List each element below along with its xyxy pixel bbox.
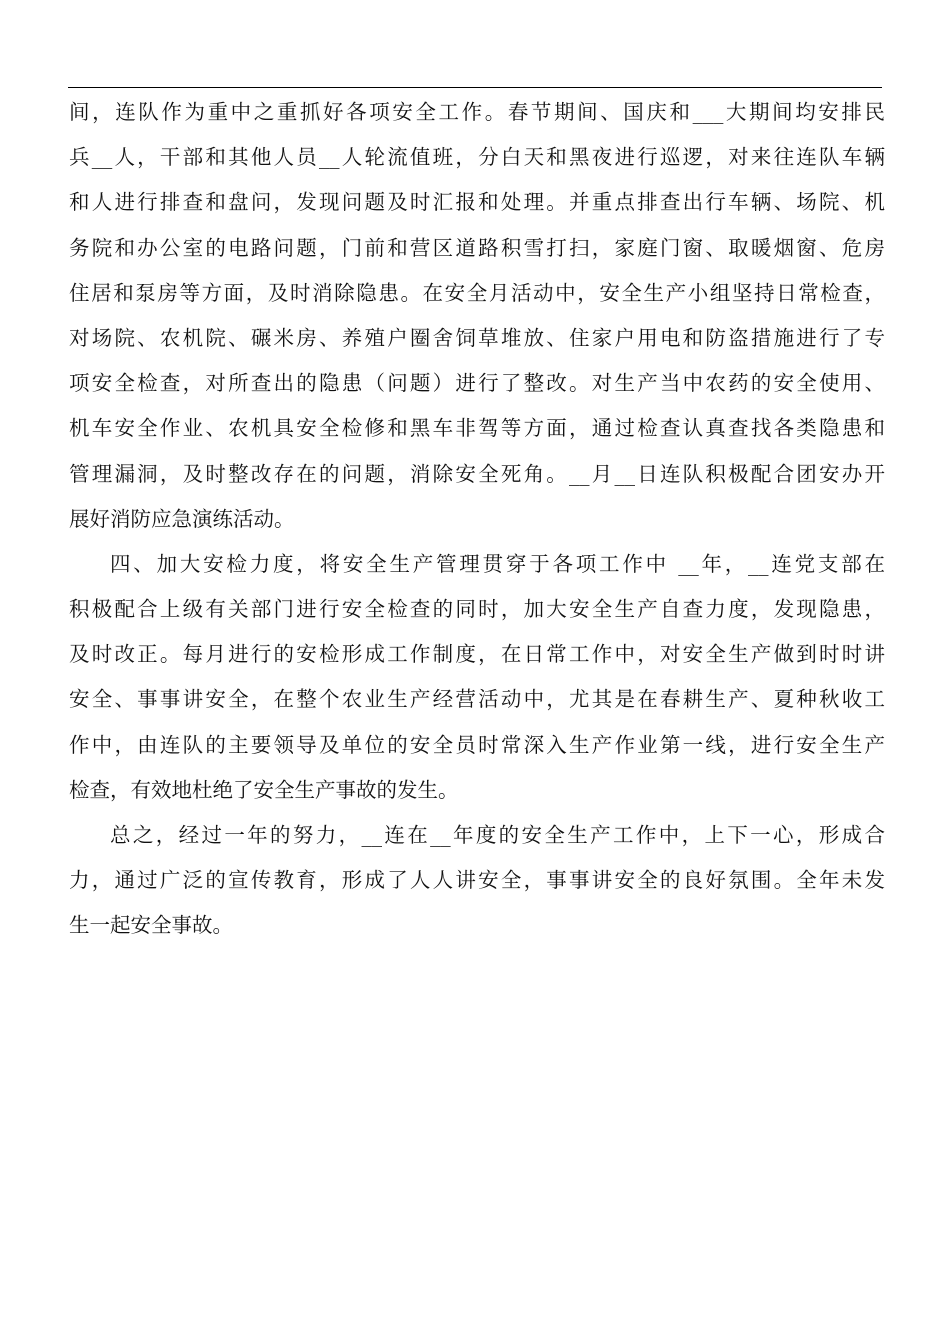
text-line: 住居和泵房等方面，及时消除隐患。在安全月活动中，安全生产小组坚持日常检查， — [69, 280, 885, 305]
text-line: 作中，由连队的主要领导及单位的安全员时常深入生产作业第一线，进行安全生产 — [69, 732, 885, 757]
paragraph-3 — [69, 813, 885, 949]
paragraph-2 — [69, 542, 885, 813]
text-line: 总之，经过一年的努力，__连在__年度的安全生产工作中，上下一心，形成合 — [110, 823, 885, 847]
text-line: 力，通过广泛的宣传教育，形成了人人讲安全，事事讲安全的良好氛围。全年未发 — [69, 868, 885, 893]
text-line: 及时改正。每月进行的安检形成工作制度，在日常工作中，对安全生产做到时时讲 — [69, 642, 885, 667]
text-line: 务院和办公室的电路问题，门前和营区道路积雪打扫，家庭门窗、取暖烟窗、危房 — [69, 235, 885, 260]
text-line: 检查，有效地杜绝了安全生产事故的发生。 — [69, 777, 459, 802]
text-line: 对场院、农机院、碾米房、养殖户圈舍饲草堆放、住家户用电和防盗措施进行了专 — [69, 325, 885, 350]
text-line: 机车安全作业、农机具安全检修和黑车非驾等方面，通过检查认真查找各类隐患和 — [69, 416, 885, 441]
text-line: 生一起安全事故。 — [69, 913, 233, 938]
text-line: 四、加大安检力度，将安全生产管理贯穿于各项工作中 __年，__连党支部在 — [110, 551, 885, 576]
text-line: 间，连队作为重中之重抓好各项安全工作。春节期间、国庆和___大期间均安排民 — [69, 100, 885, 124]
text-line: 兵__人，干部和其他人员__人轮流值班，分白天和黑夜进行巡逻，对来往连队车辆 — [69, 145, 885, 170]
document-body — [69, 90, 885, 949]
text-line: 安全、事事讲安全，在整个农业生产经营活动中，尤其是在春耕生产、夏种秋收工 — [69, 687, 885, 712]
text-line: 和人进行排查和盘问，发现问题及时汇报和处理。并重点排查出行车辆、场院、机 — [69, 190, 885, 215]
text-line: 项安全检查，对所查出的隐患（问题）进行了整改。对生产当中农药的安全使用、 — [69, 371, 885, 396]
text-line: 管理漏洞，及时整改存在的问题，消除安全死角。__月__日连队积极配合团安办开 — [69, 461, 885, 486]
text-line: 积极配合上级有关部门进行安全检查的同时，加大安全生产自查力度，发现隐患， — [69, 597, 885, 622]
header-rule — [68, 87, 882, 88]
paragraph-1 — [69, 90, 885, 542]
text-line: 展好消防应急演练活动。 — [69, 506, 295, 531]
